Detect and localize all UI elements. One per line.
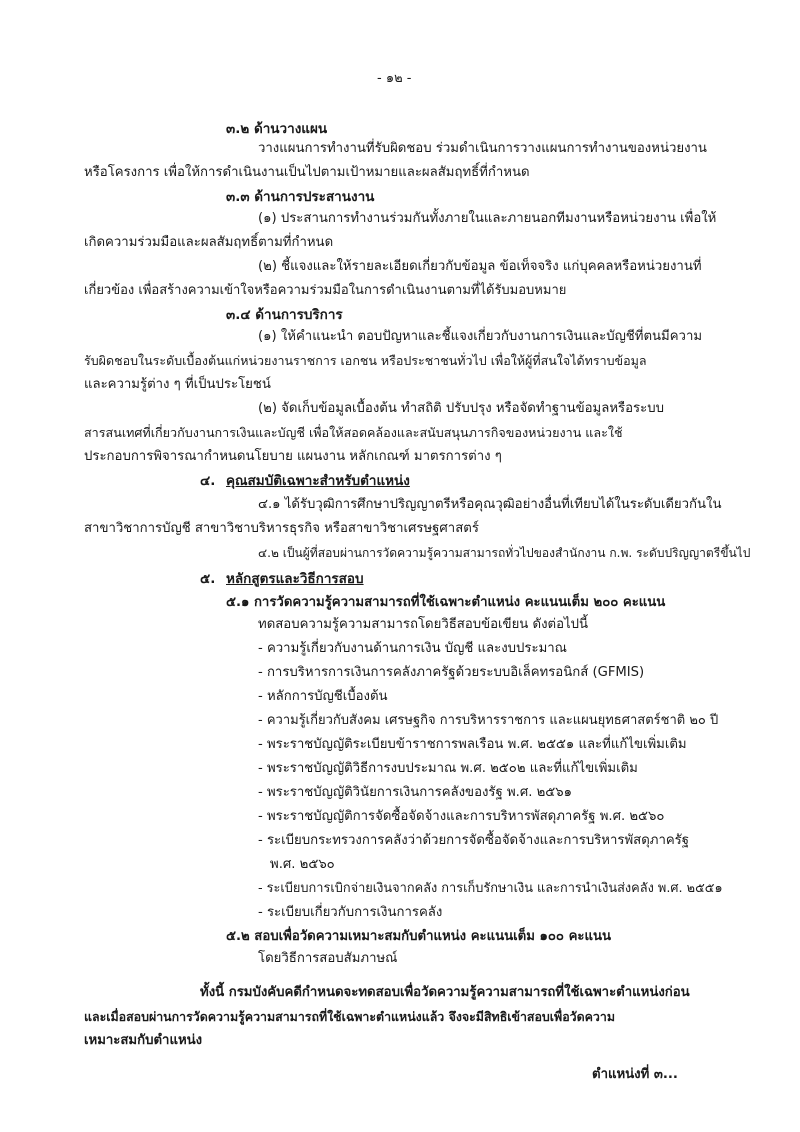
section-3-4-line: (๑) ให้คำแนะนำ ตอบปัญหาและชี้แจงเกี่ยวกับงานการเงินและบัญชีที่ตนมีความ <box>258 329 703 344</box>
section-4-line: สาขาวิชาการบัญชี สาขาวิชาบริหารธุรกิจ หรือสาขาวิชาเศรษฐศาสตร์ <box>84 521 479 536</box>
exam-topic-item: - ระเบียบกระทรวงการคลังว่าด้วยการจัดซื้อจัดจ้างและการบริหารพัสดุภาครัฐ <box>258 833 690 848</box>
section-3-2-line: หรือโครงการ เพื่อให้การดำเนินงานเป็นไปตามเป้าหมายและผลสัมฤทธิ์ที่กำหนด <box>84 165 530 180</box>
section-3-4-heading: ๓.๔ ด้านการบริการ <box>226 307 343 323</box>
section-5-1-intro: ทดสอบความรู้ความสามารถโดยวิธีสอบข้อเขียน ดังต่อไปนี้ <box>258 617 589 632</box>
section-5-number: ๕. <box>200 571 216 587</box>
exam-topic-item: - พระราชบัญญัติระเบียบข้าราชการพลเรือน พ.ศ. ๒๕๕๑ และที่แก้ไขเพิ่มเติม <box>258 737 687 752</box>
section-3-3-line: เกิดความร่วมมือและผลสัมฤทธิ์ตามที่กำหนด <box>84 235 334 250</box>
section-3-3-line: (๑) ประสานการทำงานร่วมกันทั้งภายในและภายนอกทีมงานหรือหน่วยงาน เพื่อให้ <box>258 211 717 226</box>
section-5-2-line: โดยวิธีการสอบสัมภาษณ์ <box>258 951 398 966</box>
exam-topic-item-continued: พ.ศ. ๒๕๖๐ <box>270 857 335 872</box>
section-3-2-line: วางแผนการทำงานที่รับผิดชอบ ร่วมดำเนินการวางแผนการทำงานของหน่วยงาน <box>258 141 707 156</box>
section-5-1-heading: ๕.๑ การวัดความรู้ความสามารถที่ใช้เฉพาะตำแหน่ง คะแนนเต็ม ๒๐๐ คะแนน <box>226 595 666 610</box>
exam-topic-item: - ระเบียบเกี่ยวกับการเงินการคลัง <box>258 905 443 920</box>
section-3-4-line: ประกอบการพิจารณากำหนดนโยบาย แผนงาน หลักเกณฑ์ มาตรการต่าง ๆ <box>84 449 502 464</box>
section-3-3-line: (๒) ชี้แจงและให้รายละเอียดเกี่ยวกับข้อมูล ข้อเท็จจริง แก่บุคคลหรือหน่วยงานที่ <box>258 259 702 274</box>
exam-topic-item: - ระเบียบการเบิกจ่ายเงินจากคลัง การเก็บรักษาเงิน และการนำเงินส่งคลัง พ.ศ. ๒๕๕๑ <box>258 881 723 896</box>
closing-paragraph-line: ทั้งนี้ กรมบังคับคดีกำหนดจะทดสอบเพื่อวัดความรู้ความสามารถที่ใช้เฉพาะตำแหน่งก่อน <box>200 985 690 1000</box>
section-4-heading: คุณสมบัติเฉพาะสำหรับตำแหน่ง <box>226 473 410 489</box>
section-3-4-line: (๒) จัดเก็บข้อมูลเบื้องต้น ทำสถิติ ปรับปรุง หรือจัดทำฐานข้อมูลหรือระบบ <box>258 401 664 416</box>
exam-topic-item: - พระราชบัญญัติวินัยการเงินการคลังของรัฐ พ.ศ. ๒๕๖๑ <box>258 785 573 800</box>
next-page-continuation: ตำแหน่งที่ ๓... <box>592 1067 678 1082</box>
section-4-number: ๔. <box>200 473 216 489</box>
exam-topic-item: - ความรู้เกี่ยวกับสังคม เศรษฐกิจ การบริหารราชการ และแผนยุทธศาสตร์ชาติ ๒๐ ปี <box>258 713 719 728</box>
exam-topic-item: - พระราชบัญญัติการจัดซื้อจัดจ้างและการบริหารพัสดุภาครัฐ พ.ศ. ๒๕๖๐ <box>258 809 665 824</box>
section-3-3-line: เกี่ยวข้อง เพื่อสร้างความเข้าใจหรือความร่วมมือในการดำเนินงานตามที่ได้รับมอบหมาย <box>84 283 567 298</box>
section-3-4-line: และความรู้ต่าง ๆ ที่เป็นประโยชน์ <box>84 377 271 392</box>
section-3-2-heading: ๓.๒ ด้านวางแผน <box>226 121 328 137</box>
page-number: - ๑๒ - <box>377 71 412 86</box>
section-5-2-heading: ๕.๒ สอบเพื่อวัดความเหมาะสมกับตำแหน่ง คะแนนเต็ม ๑๐๐ คะแนน <box>226 929 612 944</box>
section-4-line: ๔.๒ เป็นผู้ที่สอบผ่านการวัดความรู้ความสามารถทั่วไปของสำนักงาน ก.พ. ระดับปริญญาตรีขึ้นไป <box>258 546 751 560</box>
section-3-3-heading: ๓.๓ ด้านการประสานงาน <box>226 189 375 205</box>
exam-topic-item: - พระราชบัญญัติวิธีการงบประมาณ พ.ศ. ๒๕๐๒ และที่แก้ไขเพิ่มเติม <box>258 761 638 776</box>
exam-topic-item: - ความรู้เกี่ยวกับงานด้านการเงิน บัญชี และงบประมาณ <box>258 641 567 656</box>
closing-paragraph-line: เหมาะสมกับตำแหน่ง <box>84 1033 203 1048</box>
closing-paragraph-line: และเมื่อสอบผ่านการวัดความรู้ความสามารถที่ใช้เฉพาะตำแหน่งแล้ว จึงจะมีสิทธิเข้าสอบเพื่อวัดความ <box>84 1009 616 1024</box>
exam-topic-item: - หลักการบัญชีเบื้องต้น <box>258 689 388 704</box>
section-3-4-line: รับผิดชอบในระดับเบื้องต้นแก่หน่วยงานราชการ เอกชน หรือประชาชนทั่วไป เพื่อให้ผู้ที่สนใจได้ทราบข้อมูล <box>84 353 647 368</box>
section-3-4-line: สารสนเทศที่เกี่ยวกับงานการเงินและบัญชี เพื่อให้สอดคล้องและสนับสนุนภารกิจของหน่วยงาน และใช้ <box>84 425 623 440</box>
section-4-line: ๔.๑ ได้รับวุฒิการศึกษาปริญญาตรีหรือคุณวุฒิอย่างอื่นที่เทียบได้ในระดับเดียวกันใน <box>258 497 722 512</box>
exam-topic-item: - การบริหารการเงินการคลังภาครัฐด้วยระบบอิเล็คทรอนิกส์ (GFMIS) <box>258 665 645 680</box>
section-5-heading: หลักสูตรและวิธีการสอบ <box>226 571 364 587</box>
